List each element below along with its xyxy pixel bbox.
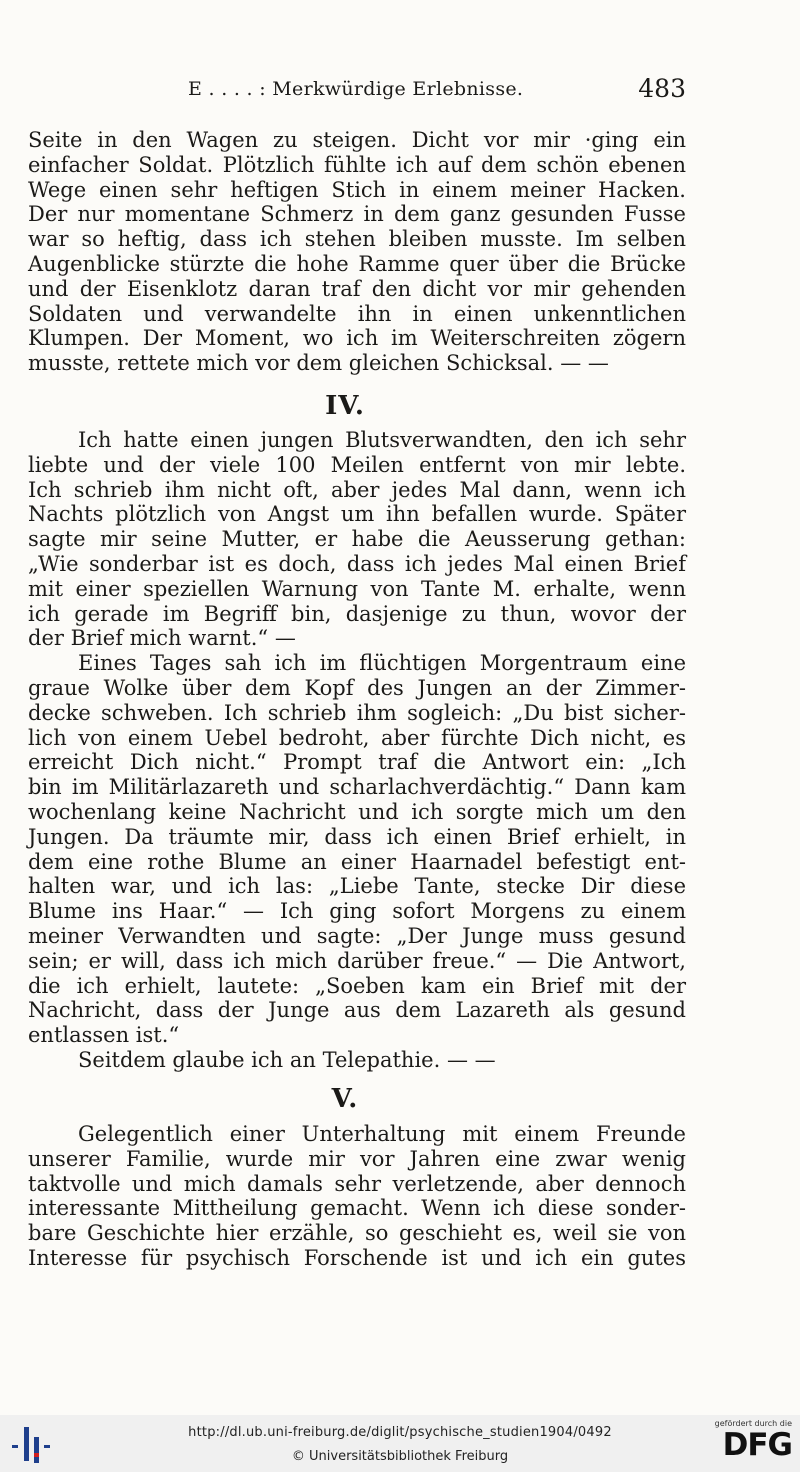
text-line: Seitdem glaube ich an Telepathie. — —	[78, 1047, 496, 1072]
text-line: erreicht Dich nicht.“ Prompt traf die Antwort ein: „Ich	[28, 750, 686, 775]
text-line: Blume ins Haar.“ — Ich ging sofort Morgens zu einem	[28, 899, 686, 924]
text-line: Gelegentlich einer Unterhaltung mit einem Freunde	[78, 1122, 686, 1146]
viewer-footer	[0, 1415, 800, 1472]
text-line: sagte mir seine Mutter, er habe die Aeusserung gethan:	[28, 527, 686, 552]
text-line: dem eine rothe Blume an einer Haarnadel befestigt ent-	[28, 849, 686, 874]
text-line: wochenlang keine Nachricht und ich sorgte mich um den	[28, 799, 686, 824]
text-line: Nachts plötzlich von Angst um ihn befallen wurde. Später	[28, 502, 686, 527]
text-line: Interesse für psychisch Forschende ist und ich ein gutes	[28, 1245, 686, 1270]
dfg-logo-text: DFG	[722, 1427, 792, 1463]
text-line: graue Wolke über dem Kopf des Jungen an der Zimmer-	[28, 675, 686, 700]
text-line: meiner Verwandten und sagte: „Der Junge muss gesund	[28, 923, 686, 948]
text-line: decke schweben. Ich schrieb ihm sogleich: „Du bist sicher-	[28, 700, 686, 725]
text-line: Augenblicke stürzte die hohe Ramme quer über die Brücke	[28, 251, 686, 276]
copyright-notice: © Universitätsbibliothek Freiburg	[291, 1449, 509, 1464]
dfg-caption: gefördert durch die	[714, 1419, 792, 1428]
text-line: „Wie sonderbar ist es doch, dass ich jedes Mal einen Brief	[28, 551, 686, 576]
page-number: 483	[638, 74, 686, 103]
text-line: Der nur momentane Schmerz in dem ganz gesunden Fusse	[28, 202, 686, 227]
section-v-text	[28, 1122, 686, 1271]
text-line: liebte und der viele 100 Meilen entfernt von mir lebte.	[28, 452, 686, 477]
text-line: musste, rettete mich vor dem gleichen Schicksal. — —	[28, 351, 609, 376]
text-line: einfacher Soldat. Plötzlich fühlte ich auf dem schön ebenen	[28, 152, 686, 177]
page-header	[28, 74, 686, 108]
text-line: die ich erhielt, lautete: „Soeben kam ein Brief mit der	[28, 973, 686, 998]
text-line: ich gerade im Begriff bin, dasjenige zu thun, wovor der	[28, 601, 686, 626]
running-title: E . . . . : Merkwürdige Erlebnisse.	[188, 78, 524, 100]
text-line: mit einer speziellen Warnung von Tante M. erhalte, wenn	[28, 576, 686, 601]
text-line: Ich schrieb ihm nicht oft, aber jedes Mal dann, wenn ich	[28, 477, 686, 502]
text-line: war so heftig, dass ich stehen bleiben musste. Im selben	[28, 227, 686, 252]
text-line: und der Eisenklotz daran traf den dicht vor mir gehenden	[28, 276, 686, 301]
text-line: halten war, und ich las: „Liebe Tante, stecke Dir diese	[28, 874, 686, 899]
text-line: Jungen. Da träumte mir, dass ich einen Brief erhielt, in	[28, 824, 686, 849]
text-line: Eines Tages sah ich im flüchtigen Morgentraum eine	[78, 651, 686, 676]
dfg-logo	[706, 1419, 792, 1469]
permalink-url[interactable]: http://dl.ub.uni-freiburg.de/diglit/psychische_studien1904/0492	[188, 1425, 612, 1440]
paragraph-continuation	[28, 128, 686, 376]
section-heading-iv: IV.	[325, 391, 365, 421]
text-line: lich von einem Uebel bedroht, aber fürchte Dich nicht, es	[28, 725, 686, 750]
text-line: bare Geschichte hier erzähle, so geschieht es, weil sie von	[28, 1221, 686, 1246]
section-heading-v: V.	[331, 1084, 359, 1114]
text-line: taktvolle und mich damals sehr verletzende, aber dennoch	[28, 1171, 686, 1196]
text-line: Seite in den Wagen zu steigen. Dicht vor mir ·ging ein	[28, 128, 686, 152]
text-line: Nachricht, dass der Junge aus dem Lazareth als gesund	[28, 998, 686, 1023]
text-line: sein; er will, dass ich mich darüber freue.“ — Die Antwort,	[28, 948, 686, 973]
text-line: interessante Mittheilung gemacht. Wenn ich diese sonder-	[28, 1196, 686, 1221]
text-line: Klumpen. Der Moment, wo ich im Weiterschreiten zögern	[28, 326, 686, 351]
text-line: bin im Militärlazareth und scharlachverdächtig.“ Dann kam	[28, 775, 686, 800]
section-iv-text	[28, 428, 686, 1073]
text-line: Soldaten und verwandelte ihn in einen unkenntlichen	[28, 301, 686, 326]
text-line: Ich hatte einen jungen Blutsverwandten, den ich sehr	[78, 428, 686, 452]
text-line: der Brief mich warnt.“ —	[28, 626, 296, 651]
text-line: Wege einen sehr heftigen Stich in einem meiner Hacken.	[28, 177, 686, 202]
text-line: unserer Familie, wurde mir vor Jahren eine zwar wenig	[28, 1146, 686, 1171]
text-line: entlassen ist.“	[28, 1023, 180, 1048]
